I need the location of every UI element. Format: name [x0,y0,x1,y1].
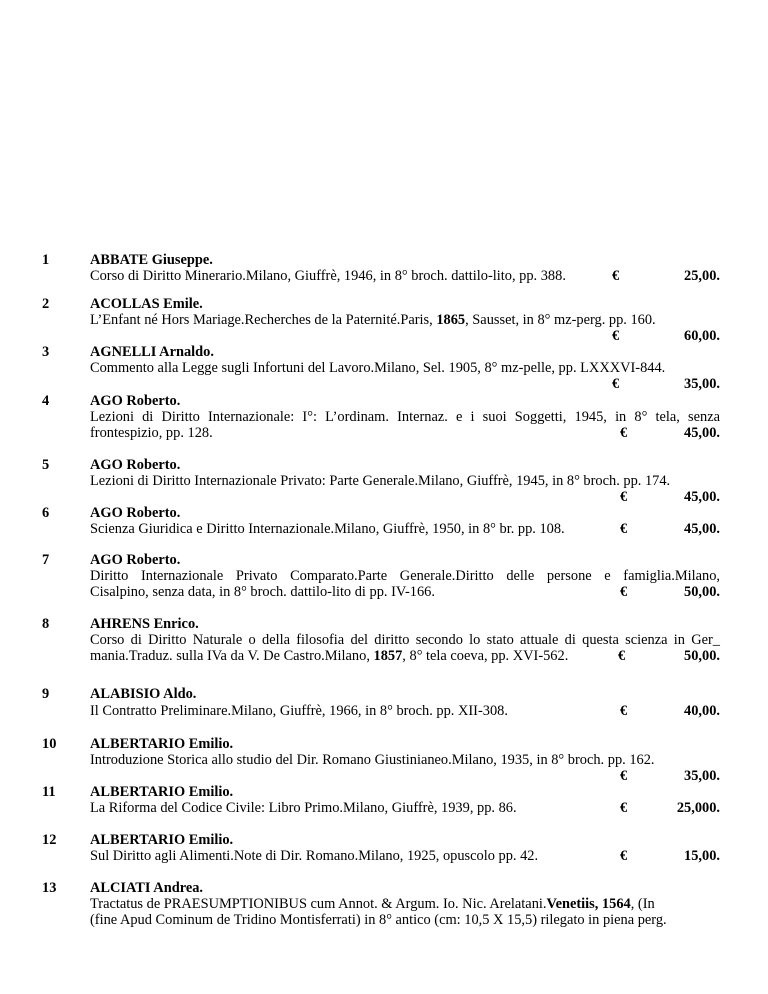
entry-number: 4 [42,393,50,409]
entry-description: mania.Traduz. sulla IVa da V. De Castro.Milano, 1857, 8° tela coeva, pp. XVI-562. [90,648,569,664]
entry-number: 1 [42,252,50,268]
entry-author: ALBERTARIO Emilio. [90,832,234,848]
euro-sign: € [620,703,628,719]
entry-description: Introduzione Storica allo studio del Dir. Romano Giustinianeo.Milano, 1935, in 8° broch. pp. 162. [90,752,655,768]
entry-price: 35,00. [684,376,720,392]
entry-price: 50,00. [684,584,720,600]
euro-sign: € [620,521,628,537]
entry-author: AGNELLI Arnaldo. [90,344,214,360]
entry-description: Cisalpino, senza data, in 8° broch. dattilo-lito di pp. IV-166. [90,584,435,600]
euro-sign: € [620,768,628,784]
entry-description: L’Enfant né Hors Mariage.Recherches de la Paternité.Paris, 1865, Sausset, in 8° mz-perg. pp. 160. [90,312,656,328]
euro-sign: € [618,648,626,664]
entry-price: 45,00. [684,489,720,505]
entry-description: Lezioni di Diritto Internazionale Privato: Parte Generale.Milano, Giuffrè, 1945, in 8° broch. pp. 174. [90,473,671,489]
entry-author: ALCIATI Andrea. [90,880,204,896]
entry-price: 35,00. [684,768,720,784]
entry-price: 45,00. [684,521,720,537]
entry-year: 1865 [436,312,466,328]
entry-place-year: Venetiis, 1564 [546,896,631,912]
entry-number: 10 [42,736,57,752]
entry-number: 9 [42,686,50,702]
entry-price: 25,00. [684,268,720,284]
euro-sign: € [612,328,620,344]
entry-number: 8 [42,616,50,632]
entry-price: 15,00. [684,848,720,864]
entry-author: AGO Roberto. [90,505,181,521]
entry-number: 6 [42,505,50,521]
entry-description: Corso di Diritto Naturale o della filosofia del diritto secondo lo stato attuale di questa scienza in Ger_ [90,632,720,648]
entry-description: (fine Apud Cominum de Tridino Montisferrati) in 8° antico (cm: 10,5 X 15,5) rilegato in piena perg. [90,912,667,928]
entry-description: Il Contratto Preliminare.Milano, Giuffrè, 1966, in 8° broch. pp. XII-308. [90,703,508,719]
entry-author: AGO Roberto. [90,457,181,473]
entry-price: 60,00. [684,328,720,344]
entry-number: 5 [42,457,50,473]
entry-author: ALABISIO Aldo. [90,686,197,702]
euro-sign: € [620,584,628,600]
entry-author: ALBERTARIO Emilio. [90,736,234,752]
entry-description: Scienza Giuridica e Diritto Internazionale.Milano, Giuffrè, 1950, in 8° br. pp. 108. [90,521,565,537]
euro-sign: € [612,268,620,284]
entry-description: Sul Diritto agli Alimenti.Note di Dir. Romano.Milano, 1925, opuscolo pp. 42. [90,848,539,864]
entry-author: ALBERTARIO Emilio. [90,784,234,800]
entry-number: 12 [42,832,57,848]
entry-number: 11 [42,784,56,800]
entry-description: La Riforma del Codice Civile: Libro Primo.Milano, Giuffrè, 1939, pp. 86. [90,800,517,816]
euro-sign: € [620,489,628,505]
euro-sign: € [620,800,628,816]
entry-number: 13 [42,880,57,896]
entry-author: AGO Roberto. [90,552,181,568]
entry-author: AHRENS Enrico. [90,616,199,632]
entry-description: Corso di Diritto Minerario.Milano, Giuffrè, 1946, in 8° broch. dattilo-lito, pp. 388. [90,268,566,284]
euro-sign: € [612,376,620,392]
euro-sign: € [620,848,628,864]
entry-description: Commento alla Legge sugli Infortuni del Lavoro.Milano, Sel. 1905, 8° mz-pelle, pp. LXXXVI-844. [90,360,666,376]
entry-author: ACOLLAS Emile. [90,296,203,312]
entry-number: 2 [42,296,50,312]
entry-description: Diritto Internazionale Privato Comparato.Parte Generale.Diritto delle persone e famiglia.Milano, [90,568,720,584]
entry-price: 45,00. [684,425,720,441]
entry-price: 25,000. [676,800,720,816]
entry-description: frontespizio, pp. 128. [90,425,213,441]
entry-author: ABBATE Giuseppe. [90,252,213,268]
entry-description: Tractatus de PRAESUMPTIONIBUS cum Annot. & Argum. Io. Nic. Arelatani.Venetiis, 1564, (In [90,896,655,912]
entry-author: AGO Roberto. [90,393,181,409]
euro-sign: € [620,425,628,441]
entry-description: Lezioni di Diritto Internazionale: I°: L’ordinam. Internaz. e i suoi Soggetti, 1945, in 8° tela, senza [90,409,720,425]
entry-price: 50,00. [684,648,720,664]
entry-price: 40,00. [684,703,720,719]
entry-number: 3 [42,344,50,360]
entry-year: 1857 [373,648,403,664]
entry-number: 7 [42,552,50,568]
